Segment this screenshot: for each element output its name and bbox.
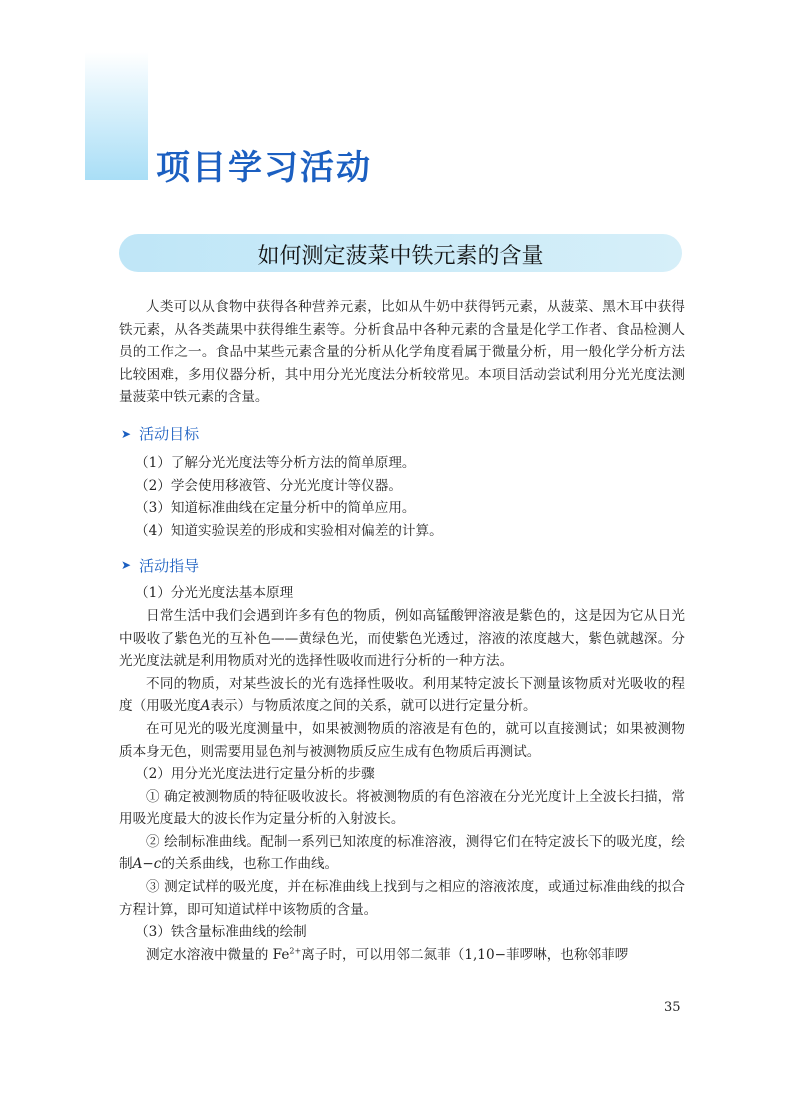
subheading-principle: （1）分光光度法基本原理 (135, 585, 294, 602)
section-heading-objectives (121, 423, 685, 445)
subheading-steps: （2）用分光光度法进行定量分析的步骤 (135, 766, 375, 783)
paragraph: 日常生活中我们会遇到许多有色的物质，例如高锰酸钾溶液是紫色的，这是因为它从日光中吸收了紫色光的互补色——黄绿色光，而使紫色光透过，溶液的浓度越大，紫色就越深。分光光度法就是利用物质对光的选择性吸收而进行分析的一种方法。 (119, 607, 685, 670)
main-content (119, 296, 685, 966)
paragraph: 不同的物质，对某些波长的光有选择性吸收。利用某特定波长下测量该物质对光吸收的程度（用吸光度A表示）与物质浓度之间的关系，就可以进行定量分析。 (119, 675, 685, 715)
list-item: （4）知道实验误差的形成和实验相对偏差的计算。 (135, 522, 443, 539)
paragraph: 测定水溶液中微量的 $Fe^{2+}$离子时，可以用邻二氮菲（1,10−菲啰啉，也称邻菲啰 (146, 946, 629, 963)
section-heading-guidance (121, 554, 685, 576)
list-item: （2）学会使用移液管、分光光度计等仪器。 (135, 477, 402, 494)
header-decoration-bar (85, 52, 148, 180)
objectives-list (135, 452, 685, 542)
step-item: ① 确定被测物质的特征吸收波长。将被测物质的有色溶液在分光光度计上全波长扫描，常用吸光度最大的波长作为定量分析的入射波长。 (119, 788, 685, 828)
list-item: （3）知道标准曲线在定量分析中的简单应用。 (135, 500, 416, 517)
paragraph: 在可见光的吸光度测量中，如果被测物质的溶液是有色的，就可以直接测试；如果被测物质本身无色，则需要用显色剂与被测物质反应生成有色物质后再测试。 (119, 720, 685, 760)
section-heading-label: 活动指导 (139, 556, 200, 575)
intro-paragraph: 人类可以从食物中获得各种营养元素，比如从牛奶中获得钙元素，从菠菜、黑木耳中获得铁元素，从各类蔬果中获得维生素等。分析食品中各种元素的含量是化学工作者、食品检测人员的工作之一。食品中某些元素含量的分析从化学角度看属于微量分析，用一般化学分析方法比较困难，多用仪器分析，其中用分光光度法分析较常见。本项目活动尝试利用分光光度法测量菠菜中铁元素的含量。 (119, 299, 685, 406)
page-title: 项目学习活动 (156, 148, 372, 188)
chevron-right-icon: ➤ (121, 426, 132, 441)
chevron-right-icon: ➤ (121, 558, 132, 573)
list-item: （1）了解分光光度法等分析方法的简单原理。 (135, 454, 416, 471)
activity-title-banner (119, 234, 682, 272)
subheading-standard-curve: （3）铁含量标准曲线的绘制 (135, 924, 307, 941)
page-number: 35 (664, 1000, 681, 1015)
guidance-body (119, 582, 685, 966)
step-item: ③ 测定试样的吸光度，并在标准曲线上找到与之相应的溶液浓度，或通过标准曲线的拟合方程计算，即可知道试样中该物质的含量。 (119, 879, 685, 918)
section-heading-label: 活动目标 (139, 425, 200, 444)
activity-title: 如何测定菠菜中铁元素的含量 (257, 244, 544, 269)
step-item: ② 绘制标准曲线。配制一系列已知浓度的标准溶液，测得它们在特定波长下的吸光度，绘制A−c的关系曲线，也称工作曲线。 (119, 833, 685, 873)
